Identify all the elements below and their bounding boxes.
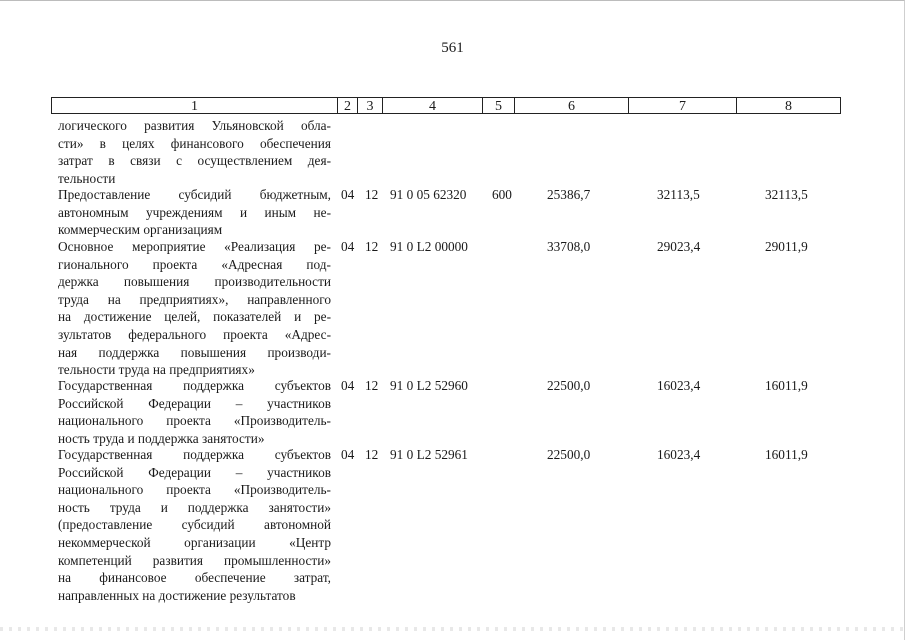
cell-expense-type: 600 xyxy=(492,187,512,202)
cell-section: 04 xyxy=(341,187,355,202)
description-line: тельности xyxy=(58,170,116,186)
description-line: (предоставление субсидий автономной xyxy=(58,517,331,533)
scan-noise xyxy=(0,627,905,631)
description-line: ность труда и поддержка занятости» xyxy=(58,430,265,446)
row-description xyxy=(58,377,331,447)
description-line: Государственная поддержка субъектов xyxy=(58,378,331,393)
description-line: компетенций развития промышленности» xyxy=(58,552,331,568)
page-number: 561 xyxy=(441,40,464,56)
row-description xyxy=(58,238,331,379)
cell-amount-col7: 29023,4 xyxy=(657,239,701,254)
cell-target-article: 91 0 L2 52960 xyxy=(390,378,468,393)
description-line: ная поддержка повышения производи- xyxy=(58,344,331,360)
header-col-1: 1 xyxy=(51,97,338,114)
header-col-7: 7 xyxy=(628,97,737,114)
cell-amount-col8: 29011,9 xyxy=(765,239,808,254)
description-line: Российской Федерации – участников xyxy=(58,464,331,480)
cell-amount-col8: 16011,9 xyxy=(765,447,808,462)
description-line: ность труда и поддержка занятости» xyxy=(58,499,331,515)
description-line: на достижение целей, показателей и ре- xyxy=(58,309,331,325)
header-col-8: 8 xyxy=(736,97,841,114)
description-line: держка повышения производительности xyxy=(58,274,331,290)
cell-amount-col6: 25386,7 xyxy=(547,187,591,202)
cell-target-article: 91 0 L2 00000 xyxy=(390,239,468,254)
row-description xyxy=(58,186,331,239)
description-line: логического развития Ульяновской обла- xyxy=(58,118,331,133)
cell-amount-col6: 22500,0 xyxy=(547,378,591,393)
header-col-2: 2 xyxy=(337,97,358,114)
description-line: некоммерческой организации «Центр xyxy=(58,534,331,550)
header-col-6: 6 xyxy=(514,97,629,114)
description-line: направленных на достижение результатов xyxy=(58,587,296,603)
description-line: Предоставление субсидий бюджетным, xyxy=(58,187,331,202)
row-description xyxy=(58,446,331,604)
cell-amount-col7: 16023,4 xyxy=(657,378,701,393)
cell-target-article: 91 0 L2 52961 xyxy=(390,447,468,462)
description-line: Государственная поддержка субъектов xyxy=(58,447,331,462)
cell-amount-col8: 32113,5 xyxy=(765,187,808,202)
description-line: национального проекта «Производитель- xyxy=(58,482,331,498)
cell-amount-col8: 16011,9 xyxy=(765,378,808,393)
description-line: гионального проекта «Адресная под- xyxy=(58,256,331,272)
cell-subsection: 12 xyxy=(365,239,379,254)
description-line: национального проекта «Производитель- xyxy=(58,413,331,429)
description-line: труда на предприятиях», направленного xyxy=(58,291,331,307)
cell-amount-col6: 33708,0 xyxy=(547,239,591,254)
description-line: затрат в связи с осуществлением дея- xyxy=(58,153,331,169)
description-line: сти» в целях финансового обеспечения xyxy=(58,135,331,151)
header-col-3: 3 xyxy=(357,97,383,114)
cell-amount-col6: 22500,0 xyxy=(547,447,591,462)
description-line: зультатов федерального проекта «Адрес- xyxy=(58,326,331,342)
header-col-5: 5 xyxy=(482,97,515,114)
cell-section: 04 xyxy=(341,378,355,393)
description-line: коммерческим организациям xyxy=(58,222,223,238)
header-col-4: 4 xyxy=(382,97,483,114)
cell-amount-col7: 16023,4 xyxy=(657,447,701,462)
cell-amount-col7: 32113,5 xyxy=(657,187,700,202)
cell-section: 04 xyxy=(341,239,355,254)
description-line: тельности труда на предприятиях» xyxy=(58,362,255,378)
cell-subsection: 12 xyxy=(365,187,379,202)
cell-subsection: 12 xyxy=(365,378,379,393)
cell-target-article: 91 0 05 62320 xyxy=(390,187,467,202)
description-line: Основное мероприятие «Реализация ре- xyxy=(58,239,331,254)
cell-subsection: 12 xyxy=(365,447,379,462)
row-description xyxy=(58,117,331,187)
description-line: автономным учреждениям и иным не- xyxy=(58,204,331,220)
cell-section: 04 xyxy=(341,447,355,462)
description-line: на финансовое обеспечение затрат, xyxy=(58,570,331,586)
description-line: Российской Федерации – участников xyxy=(58,395,331,411)
